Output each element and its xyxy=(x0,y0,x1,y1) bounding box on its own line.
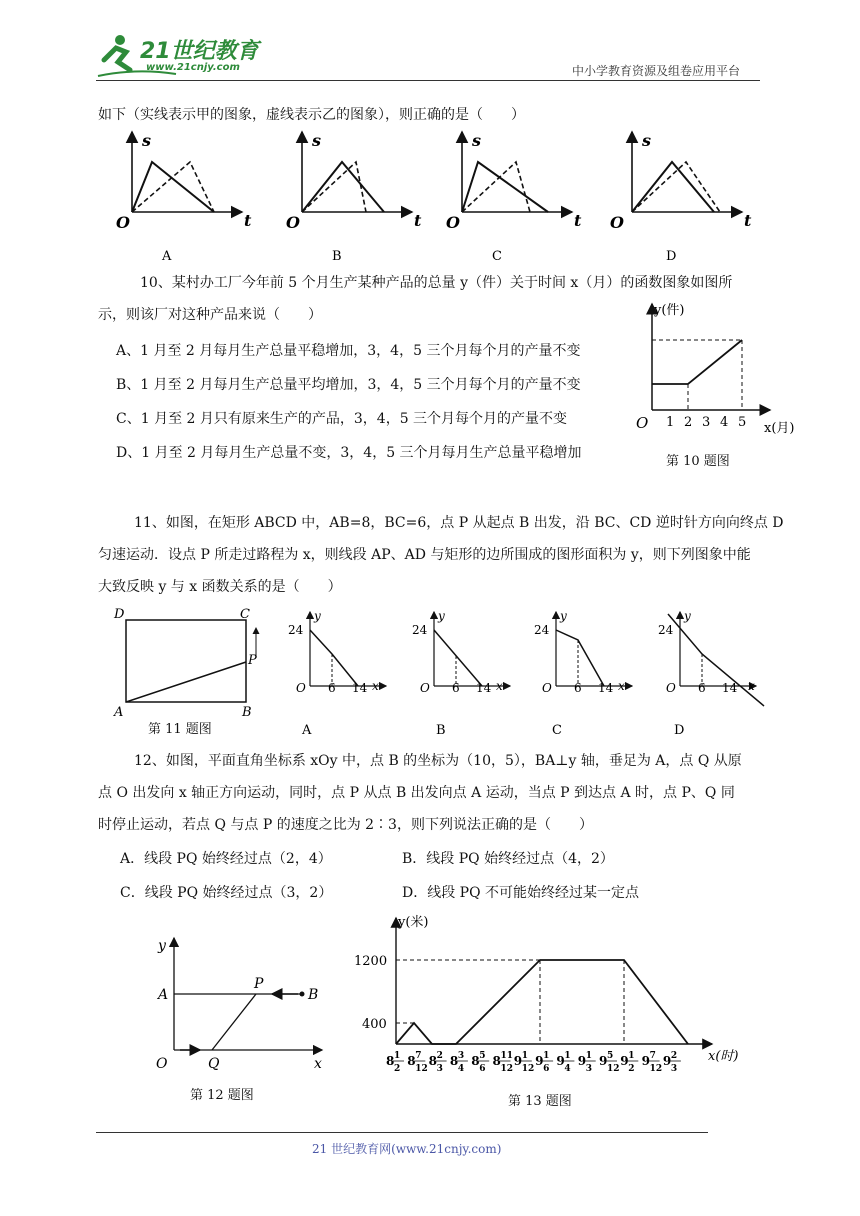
q12-graph xyxy=(140,930,340,1080)
graph-label: 14 xyxy=(598,681,614,695)
q9-b-origin: O xyxy=(286,213,300,232)
q10-option-d: D、1 月至 2 月每月生产总量不变，3，4，5 三个月每月生产总量平稳增加 xyxy=(116,445,582,461)
graph-label: O xyxy=(420,681,430,695)
q11-label-a: A xyxy=(114,705,124,720)
svg-text:3: 3 xyxy=(436,1064,443,1074)
graph-label: y xyxy=(560,609,567,623)
q9-a-origin: O xyxy=(116,213,130,232)
graph-label: O xyxy=(296,681,306,695)
graph-label: 24 xyxy=(658,623,674,637)
q12-caption: 第 12 题图 xyxy=(190,1088,254,1103)
svg-text:9: 9 xyxy=(620,1054,629,1068)
graph-label: y xyxy=(438,609,445,623)
svg-text:8: 8 xyxy=(471,1054,480,1068)
q10-option-c: C、1 月至 2 月只有原来生产的产品，3，4，5 三个月每个月的产量不变 xyxy=(116,411,568,427)
svg-text:3: 3 xyxy=(457,1051,465,1061)
svg-text:8: 8 xyxy=(449,1054,459,1068)
q12-option-d: D．线段 PQ 不可能始终经过某一定点 xyxy=(402,885,640,901)
q12-option-c: C．线段 PQ 始终经过点（3，2） xyxy=(120,885,333,901)
svg-text:3: 3 xyxy=(670,1064,678,1074)
q13-x-tick xyxy=(556,1051,574,1074)
svg-text:1: 1 xyxy=(394,1051,401,1061)
svg-text:9: 9 xyxy=(599,1054,608,1068)
graph-label: x xyxy=(314,1056,322,1072)
q13-x-tick xyxy=(471,1051,489,1074)
header-logo xyxy=(96,30,266,80)
graph-label: y xyxy=(158,938,166,954)
logo-url-text: www.21cnjy.com xyxy=(146,62,240,73)
graph-label: O xyxy=(542,681,552,695)
svg-text:12: 12 xyxy=(415,1064,428,1074)
graph-label: O xyxy=(156,1056,168,1072)
q9-b-axis-x: t xyxy=(414,211,422,230)
graph-label: 24 xyxy=(288,623,304,637)
q11-graph-a xyxy=(288,609,386,738)
q11-line2: 匀速运动．设点 P 所走过路程为 x，则线段 AP、AD 与矩形的边所围成的图形面积为 y，则下列图象中能 xyxy=(98,547,751,563)
q9-d-label: D xyxy=(666,249,677,264)
q9-intro: 如下（实线表示甲的图象，虚线表示乙的图象），则正确的是（ ） xyxy=(98,107,525,123)
q11-graph-c xyxy=(534,609,632,738)
svg-text:4: 4 xyxy=(564,1064,571,1074)
q10-option-b: B、1 月至 2 月每月生产总量平均增加，3，4，5 三个月每个月的产量不变 xyxy=(116,377,581,393)
q13-x-tick xyxy=(429,1051,447,1074)
q13-x-tick xyxy=(514,1051,535,1074)
svg-text:9: 9 xyxy=(535,1054,544,1068)
svg-text:9: 9 xyxy=(641,1054,650,1068)
svg-text:2: 2 xyxy=(394,1064,401,1074)
graph-label: x xyxy=(496,679,503,693)
q13-x-ticks xyxy=(386,1051,681,1074)
graph-label: B xyxy=(436,723,446,738)
header-platform-text: 中小学教育资源及组卷应用平台 xyxy=(572,64,741,78)
svg-text:5: 5 xyxy=(479,1051,486,1061)
graph-label: 6 xyxy=(452,681,460,695)
graph-label: x xyxy=(748,679,755,693)
svg-text:4: 4 xyxy=(457,1064,465,1074)
graph-label: P xyxy=(254,976,264,992)
q9-graph-a xyxy=(116,131,252,264)
graph-label: 14 xyxy=(476,681,492,695)
graph-label: 14 xyxy=(352,681,368,695)
svg-text:8: 8 xyxy=(428,1054,437,1068)
q12-line2: 点 O 出发向 x 轴正方向运动，同时，点 P 从点 B 出发向点 A 运动，当点 P 到达点 A 时，点 P、Q 同 xyxy=(98,785,735,801)
q9-graphs xyxy=(100,126,780,266)
q9-graph-c xyxy=(446,131,582,264)
svg-text:12: 12 xyxy=(521,1064,535,1074)
graph-label: 6 xyxy=(698,681,706,695)
footer-rule xyxy=(96,1132,708,1133)
graph-label: A xyxy=(158,987,169,1003)
q12-option-b: B．线段 PQ 始终经过点（4，2） xyxy=(402,851,614,867)
q13-x-tick xyxy=(493,1051,514,1074)
svg-text:7: 7 xyxy=(649,1051,656,1061)
q9-b-label: B xyxy=(332,249,342,264)
q13-x-tick xyxy=(578,1051,596,1074)
graph-label: x xyxy=(618,679,625,693)
svg-text:9: 9 xyxy=(577,1054,587,1068)
q9-a-label: A xyxy=(162,249,172,264)
graph-label: O xyxy=(666,681,676,695)
graph-label: 14 xyxy=(722,681,738,695)
svg-text:12: 12 xyxy=(607,1064,620,1074)
q9-c-label: C xyxy=(492,249,502,264)
q13-x-tick xyxy=(663,1051,681,1074)
q10-graph-y-label: y(件) xyxy=(654,303,685,318)
q11-graph-d xyxy=(658,609,764,738)
svg-text:8: 8 xyxy=(407,1054,416,1068)
svg-text:2: 2 xyxy=(436,1051,443,1061)
q10-line2: 示，则该厂对这种产品来说（ ） xyxy=(98,307,322,323)
q11-label-p: P xyxy=(248,653,257,668)
svg-text:6: 6 xyxy=(479,1064,486,1074)
svg-text:8: 8 xyxy=(492,1054,501,1068)
q13-x-tick xyxy=(599,1051,620,1074)
graph-label: 1200 xyxy=(354,954,388,969)
q9-c-origin: O xyxy=(446,213,460,232)
svg-text:11: 11 xyxy=(500,1051,514,1061)
q11-caption: 第 11 题图 xyxy=(148,722,212,737)
q11-label-d: D xyxy=(114,607,125,622)
graph-label: y(米) xyxy=(398,915,429,930)
q11-line1: 11、如图，在矩形 ABCD 中，AB=8，BC=6，点 P 从起点 B 出发，沿 BC、CD 逆时针方向向终点 D xyxy=(134,515,784,531)
q12-option-a: A．线段 PQ 始终经过点（2，4） xyxy=(120,851,332,867)
q9-b-axis-y: s xyxy=(312,131,322,150)
q11-graph-b xyxy=(412,609,510,738)
svg-text:9: 9 xyxy=(513,1054,523,1068)
q10-tick-4: 4 xyxy=(720,415,729,430)
q10-option-a: A、1 月至 2 月每月生产总量平稳增加，3，4，5 三个月每个月的产量不变 xyxy=(116,343,581,359)
q10-graph-x-label: x(月) xyxy=(764,421,795,436)
svg-text:6: 6 xyxy=(543,1064,550,1074)
q10-tick-3: 3 xyxy=(702,415,711,430)
q13-x-tick xyxy=(407,1051,428,1074)
graph-label: y xyxy=(684,609,691,623)
svg-text:1: 1 xyxy=(521,1051,529,1061)
q13-caption: 第 13 题图 xyxy=(508,1094,572,1109)
q13-x-tick xyxy=(642,1051,663,1074)
svg-text:1: 1 xyxy=(628,1051,635,1061)
graph-label: 24 xyxy=(412,623,428,637)
graph-label: x xyxy=(372,679,379,693)
q9-graph-b xyxy=(286,131,422,264)
q10-graph xyxy=(620,296,820,444)
svg-text:2: 2 xyxy=(670,1051,678,1061)
svg-text:7: 7 xyxy=(415,1051,422,1061)
svg-text:1: 1 xyxy=(585,1051,592,1061)
q11-label-b: B xyxy=(242,705,252,720)
svg-text:12: 12 xyxy=(500,1064,514,1074)
graph-label: 400 xyxy=(362,1017,387,1032)
q9-c-axis-x: t xyxy=(574,211,582,230)
q13-graph xyxy=(348,910,748,1090)
q9-d-axis-y: s xyxy=(642,131,652,150)
svg-text:3: 3 xyxy=(585,1064,592,1074)
q13-x-tick xyxy=(620,1051,638,1074)
q13-x-tick xyxy=(386,1051,404,1074)
svg-text:9: 9 xyxy=(556,1054,565,1068)
q10-origin: O xyxy=(636,414,649,432)
graph-label: B xyxy=(308,987,319,1003)
q10-tick-2: 2 xyxy=(684,415,693,430)
graph-label: 6 xyxy=(328,681,336,695)
svg-text:8: 8 xyxy=(386,1054,395,1068)
svg-text:9: 9 xyxy=(662,1054,672,1068)
svg-text:1: 1 xyxy=(543,1051,550,1061)
q12-line1: 12、如图，平面直角坐标系 xOy 中，点 B 的坐标为（10，5），BA⊥y 轴，垂足为 A，点 Q 从原 xyxy=(134,753,742,769)
graph-label: y xyxy=(314,609,321,623)
q11-line3: 大致反映 y 与 x 函数关系的是（ ） xyxy=(98,579,342,595)
graph-label: Q xyxy=(208,1056,220,1072)
q12-line3: 时停止运动，若点 Q 与点 P 的速度之比为 2∶3，则下列说法正确的是（ ） xyxy=(98,817,593,833)
q13-x-tick xyxy=(450,1051,468,1074)
graph-label: 24 xyxy=(534,623,550,637)
q9-a-axis-y: s xyxy=(142,131,152,150)
graph-label: x(时) xyxy=(708,1049,739,1064)
q9-d-axis-x: t xyxy=(744,211,752,230)
graph-label: 6 xyxy=(574,681,582,695)
q13-x-tick xyxy=(535,1051,553,1074)
svg-text:1: 1 xyxy=(564,1051,571,1061)
q9-c-axis-y: s xyxy=(472,131,482,150)
footer-text: 21 世纪教育网(www.21cnjy.com) xyxy=(312,1142,502,1156)
graph-label: D xyxy=(674,723,685,738)
q10-line1: 10、某村办工厂今年前 5 个月生产某种产品的总量 y（件）关于时间 x（月）的函数图象如图所 xyxy=(140,275,733,291)
header-rule xyxy=(96,80,760,81)
q11-label-c: C xyxy=(240,607,250,622)
svg-text:2: 2 xyxy=(628,1064,635,1074)
svg-text:12: 12 xyxy=(649,1064,663,1074)
svg-text:5: 5 xyxy=(607,1051,614,1061)
q10-caption: 第 10 题图 xyxy=(666,454,730,469)
q10-tick-5: 5 xyxy=(738,415,747,430)
q9-graph-d xyxy=(610,131,752,264)
graph-label: A xyxy=(302,723,312,738)
q9-a-axis-x: t xyxy=(244,211,252,230)
q10-tick-1: 1 xyxy=(666,415,675,430)
q9-d-origin: O xyxy=(610,213,624,232)
logo-main-text: 21世纪教育 xyxy=(140,39,259,64)
graph-label: C xyxy=(552,723,562,738)
q11-rectangle xyxy=(113,607,257,720)
